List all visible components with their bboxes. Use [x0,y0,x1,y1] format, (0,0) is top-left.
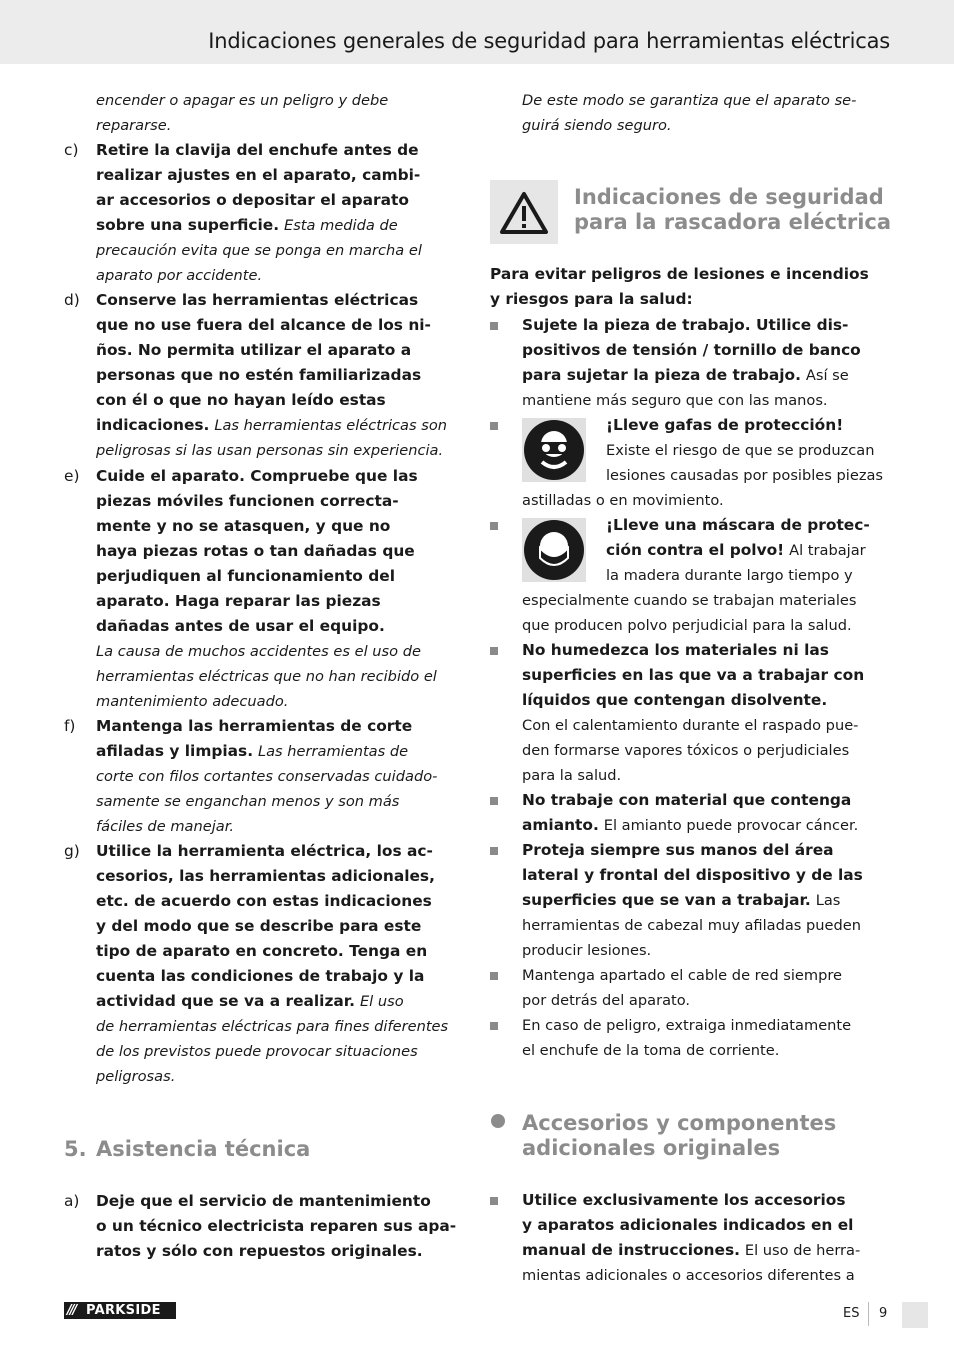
item-label-c: c) [64,141,79,159]
item-label-a: a) [64,1192,80,1210]
intro-text: Para evitar peligros de lesiones e incendios y riesgos para la salud: [490,265,869,308]
item-g: Utilice la herramienta eléctrica, los ac- cesorios, las herramientas adicionales, etc. de acuerdo con estas indicaciones y del modo que se describe para este tipo de aparato en concreto. Tenga en cuenta las condiciones de trabajo y la actividad que se va a realizar. El uso de herramientas eléctricas para fines diferentes de los previstos puede provocar situaciones peligrosas. [96,842,449,1085]
bullet-marker [490,847,498,855]
section-number: 5. [64,1137,87,1161]
warning-triangle-icon [490,180,558,244]
item-label-g: g) [64,842,80,860]
safety-goggles-icon [522,418,586,482]
page-number: 9 [879,1306,888,1321]
item-c: Retire la clavija del enchufe antes de realizar ajustes en el aparato, cambi- ar accesorios o depositar el aparato sobre una superficie. Esta medida de precaución evita que se ponga en marcha el aparato por accidente. [96,141,422,284]
accessories-bullet: Utilice exclusivamente los accesorios y aparatos adicionales indicados en el manual de instrucciones. El uso de herra- mientas adicionales o accesorios diferentes a [522,1191,861,1284]
bullet-marker [490,322,498,330]
item-label-f: f) [64,717,76,735]
bullet-7: Mantenga apartado el cable de red siempre por detrás del aparato. [522,967,843,1009]
bullet-3-cont: especialmente cuando se trabajan materiales que producen polvo perjudicial para la salud. [522,592,857,634]
bullet-marker [490,1022,498,1030]
bullet-8: En caso de peligro, extraiga inmediatamente el enchufe de la toma de corriente. [522,1017,852,1059]
bullet-5: No trabaje con material que contenga amianto. El amianto puede provocar cáncer. [522,791,859,834]
bullet-marker [490,647,498,655]
item-d: Conserve las herramientas eléctricas que no use fuera del alcance de los ni- ños. No permita utilizar el aparato a personas que no estén familiarizadas con él o que no hayan leído estas indicaciones. Las herramientas eléctricas son peligrosas si las usan personas sin experiencia. [96,291,448,459]
item-label-e: e) [64,467,80,485]
item-a-continued: De este modo se garantiza que el aparato se- guirá siendo seguro. [522,92,857,134]
page-title: Indicaciones generales de seguridad para herramientas eléctricas [208,29,890,53]
bullet-2: ¡Lleve gafas de protección! Existe el riesgo de que se produzcan lesiones causadas por posibles piezas [606,416,884,484]
dust-mask-icon [522,518,586,582]
bullet-marker [490,422,498,430]
footer-tab [902,1302,928,1328]
page-header [0,0,954,64]
section-title: Asistencia técnica [96,1137,311,1161]
bullet-marker [490,1197,498,1205]
bullet-1: Sujete la pieza de trabajo. Utilice dis- positivos de tensión / tornillo de banco para sujetar la pieza de trabajo. Así se mantiene más seguro que con las manos. [522,316,861,409]
bullet-marker [490,522,498,530]
item-label-d: d) [64,291,80,309]
brand-logo: /// PARKSIDE [64,1302,176,1319]
language-code: ES [843,1306,860,1321]
item-f: Mantenga las herramientas de corte afiladas y limpias. Las herramientas de corte con filos cortantes conservadas cuidado- samente se enganchan menos y son más fáciles de manejar. [96,717,438,835]
accessories-heading: Accesorios y componentes adicionales originales [522,1111,837,1160]
safety-heading: Indicaciones de seguridad para la rascadora eléctrica [574,185,892,234]
bullet-marker [490,972,498,980]
bullet-6: Proteja siempre sus manos del área lateral y frontal del dispositivo y de las superficies que se van a trabajar. Las herramientas de cabezal muy afiladas pueden producir lesiones. [522,841,863,959]
footer-divider [868,1302,869,1326]
bullet-4: No humedezca los materiales ni las superficies en las que va a trabajar con líquidos que contengan disolvente. Con el calentamiento durante el raspado pue- den formarse vapores tóxicos o perjudiciales para la salud. [522,641,865,784]
bullet-3: ¡Lleve una máscara de protec- ción contra el polvo! Al trabajar la madera durante largo tiempo y [606,516,870,584]
warning-box [490,180,558,244]
bullet-2-cont: astilladas o en movimiento. [522,492,724,509]
item-e: Cuide el aparato. Compruebe que las piezas móviles funcionen correcta- mente y no se atasquen, y que no haya piezas rotas o tan dañadas que perjudiquen al funcionamiento del aparato. Haga reparar las piezas dañadas antes de usar el equipo. La causa de muchos accidentes es el uso de herramientas eléctricas que no han recibido el mantenimiento adecuado. [96,467,437,710]
section-dot-icon [490,1113,506,1129]
continued-text: encender o apagar es un peligro y debe repararse. [96,92,389,134]
bullet-marker [490,797,498,805]
item-a: Deje que el servicio de mantenimiento o un técnico electricista reparen sus apa- ratos y sólo con repuestos originales. [96,1192,457,1260]
